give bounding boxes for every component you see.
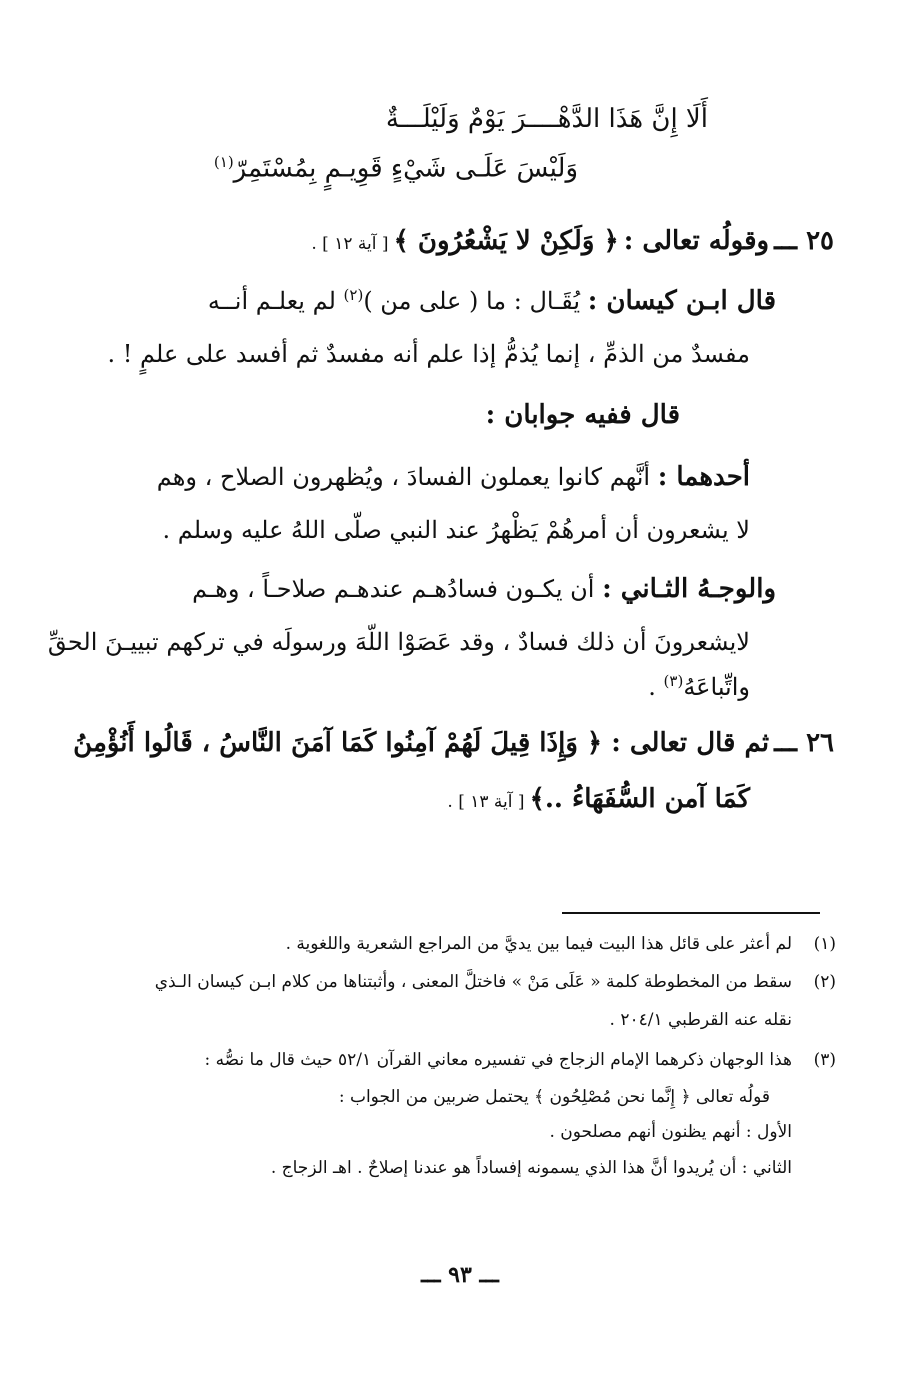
- footnote-2-line2: نقله عنه القرطبي ٢٠٤/١ .: [609, 1010, 792, 1030]
- footnote-3-number: (٣): [813, 1050, 836, 1070]
- first-answer-line2: لا يشعرون أن أمرهُمْ يَظْهرُ عند النبي صلّى اللهُ عليه وسلم .: [162, 516, 750, 544]
- footnote-3-line1: هذا الوجهان ذكرهما الإمام الزجاج في تفسيره معاني القرآن ٥٢/١ حيث قال ما نصُّه :: [204, 1050, 792, 1070]
- ibn-kaysan-label: قال ابـن كيسان :: [587, 286, 776, 316]
- first-answer-line1: [157, 462, 750, 492]
- second-answer-text-end: واتِّباعَهُ: [683, 673, 750, 701]
- ibn-kaysan-text-a: يُقَـال : ما ( على من ): [363, 287, 581, 315]
- second-answer-line1: [192, 574, 776, 604]
- footnote-1-number: (١): [813, 934, 836, 954]
- page-number: ـــ ٩٣ ـــ: [421, 1262, 499, 1288]
- first-answer-label: أحدهما :: [657, 462, 750, 492]
- ibn-kaysan-text-b: لم يعلـم أنــه: [207, 287, 336, 315]
- entry-25: [311, 226, 834, 256]
- entry-26-ayah-ref: [ آية ١٣ ] .: [447, 792, 525, 812]
- entry-26-quote-line2: كَمَا آمن السُّفَهَاءُ ..﴾: [529, 784, 750, 814]
- entry-25-ayah-ref: [ آية ١٢ ] .: [311, 234, 389, 254]
- footnote-3-line2: قولُه تعالى ﴿ إِنَّما نحن مُصْلِحُون ﴾ يحتمل ضربين من الجواب :: [338, 1087, 770, 1107]
- footnote-2-line1: سقط من المخطوطة كلمة « عَلَى مَنْ » فاختلَّ المعنى ، وأثبتناها من كلام ابـن كيسان الـذي: [154, 972, 792, 992]
- entry-number-26: ٢٦ ـــ: [774, 728, 834, 758]
- poem-verse-2-text: وَلَيْسَ عَلَـى شَيْءٍ قَوِيـمٍ بِمُسْتَمِرّ: [233, 153, 578, 184]
- poem-verse-2: [214, 153, 578, 184]
- footnote-ref-1: (١): [213, 153, 234, 171]
- para-ibn-kaysan-line1: [208, 286, 776, 316]
- second-answer-period: .: [648, 673, 656, 701]
- footnote-3-line3: الأول : أنهم يظنون أنهم مصلحون .: [549, 1122, 792, 1142]
- entry-26-quote-line1: ثم قال تعالى : ﴿ وَإِذَا قِيلَ لَهُمْ آمِنُوا كَمَا آمَنَ النَّاسُ ، قَالُوا أَنُؤْمِنُ: [73, 728, 770, 758]
- entry-number-25: ٢٥ ـــ: [774, 226, 834, 256]
- poem-verse-1: أَلَا إِنَّ هَذَا الدَّهْــــرَ يَوْمٌ وَلَيْلَـــةٌ: [385, 104, 708, 134]
- footnote-ref-3: (٣): [663, 672, 684, 690]
- second-answer-line3: [648, 672, 750, 701]
- entry-26-line1: [73, 728, 834, 758]
- entry-26-line2: [447, 784, 750, 814]
- para-ibn-kaysan-line2: مفسدٌ من الذمِّ ، إنما يُذمُّ إذا علم أنه مفسدٌ ثم أفسد على علمٍ ! .: [107, 340, 750, 368]
- footnote-3-line4: الثاني : أن يُريدوا أنَّ هذا الذي يسمونه إفساداً هو عندنا إصلاحٌ . اهـ الزجاج .: [270, 1158, 792, 1178]
- second-answer-line2: لايشعرونَ أن ذلك فسادٌ ، وقد عَصَوْا اللّهَ ورسولَه في تركهم تبييـنَ الحقِّ: [47, 628, 750, 656]
- footnote-ref-2: (٢): [343, 286, 364, 304]
- entry-25-quran-quote: ﴿ وَلَكِنْ لا يَشْعُرُونَ ﴾: [393, 226, 619, 256]
- second-answer-label: والوجـهُ الثـاني :: [602, 574, 776, 604]
- first-answer-text: أنَّهم كانوا يعملون الفسادَ ، ويُظهرون الصلاح ، وهم: [156, 463, 651, 491]
- footnote-2-number: (٢): [813, 972, 836, 992]
- entry-25-lead: وقولُه تعالى :: [623, 226, 770, 256]
- footnote-separator: [562, 912, 820, 914]
- second-answer-text: أن يكـون فسادُهـم عندهـم صلاحـاً ، وهـم: [192, 575, 595, 603]
- two-answers-heading: قال ففيه جوابان :: [485, 400, 680, 430]
- footnote-1-line1: لم أعثر على قائل هذا البيت فيما بين يديَّ من المراجع الشعرية واللغوية .: [285, 934, 792, 954]
